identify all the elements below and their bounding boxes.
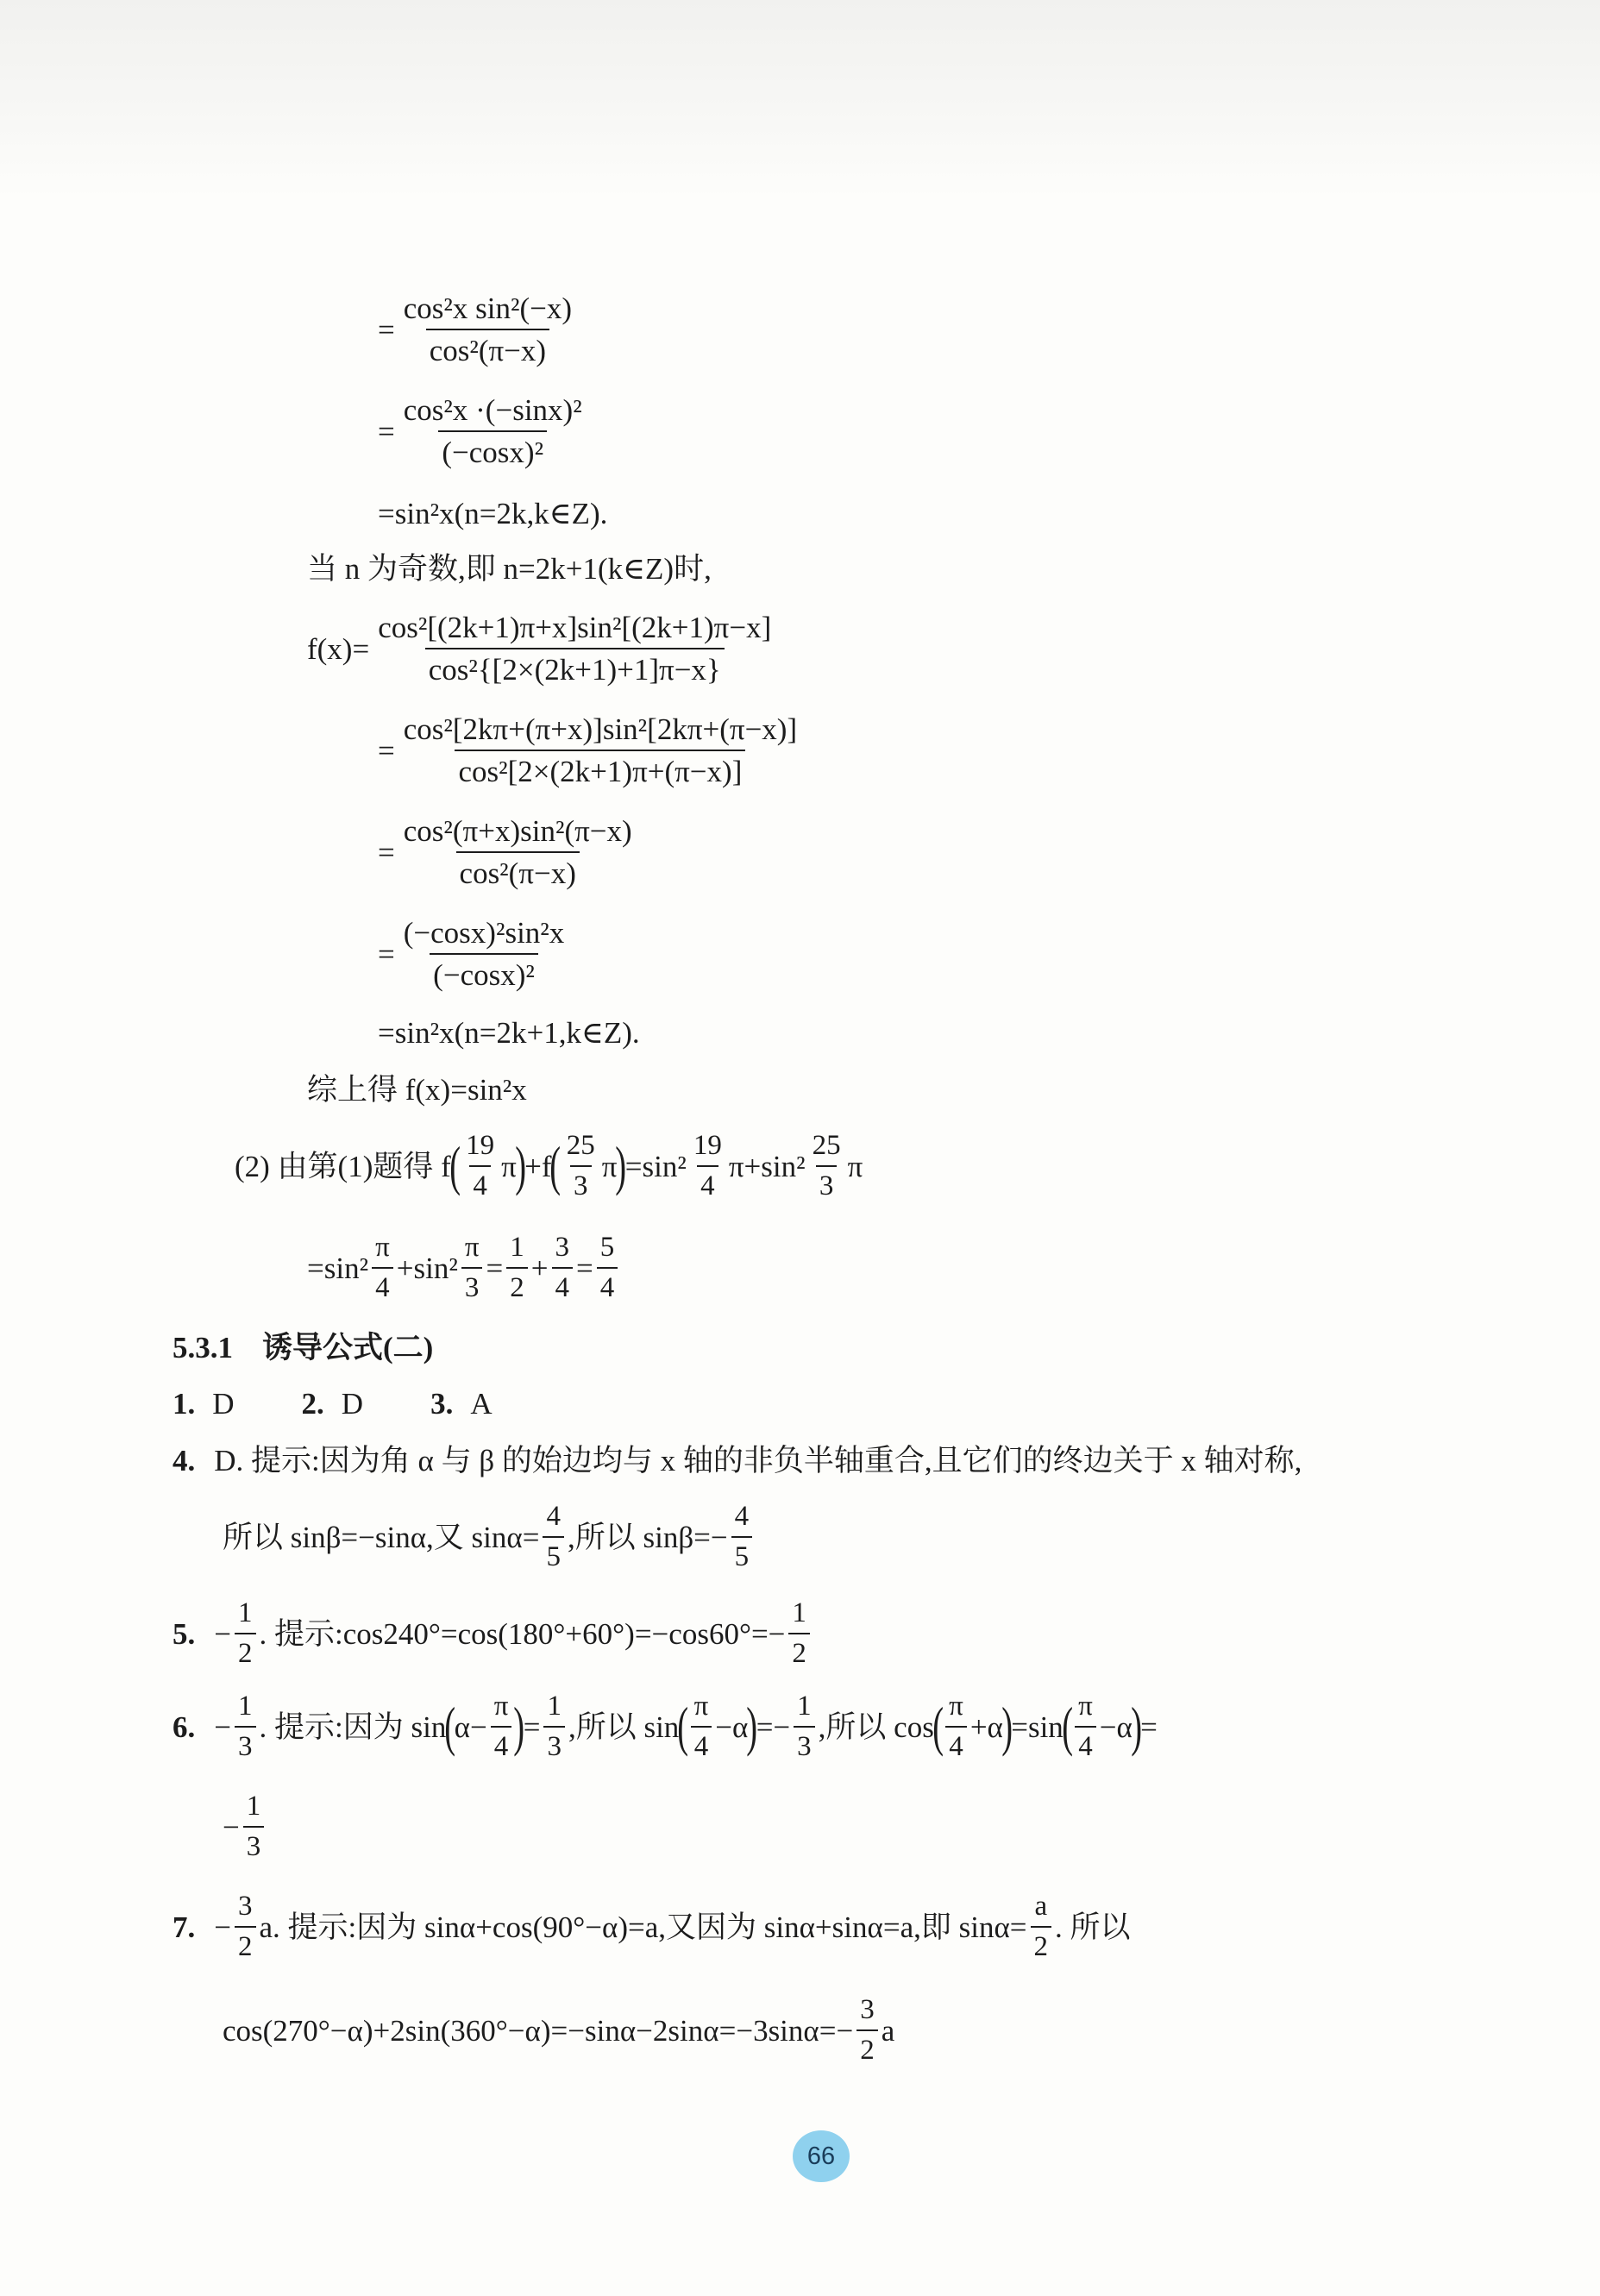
- answer-7-line1: 7. − $\frac{3}{2}$ a. 提示:因为 sinα+cos(90°−α)=a,又因为 sinα+sinα=a,即 sinα= $\frac{a}{2}$ . 所以: [173, 1891, 1131, 1962]
- formula-line-1: = $\frac{\text{cos²x sin²(−x)}}{\text{cos²(π−x)}}$: [378, 292, 573, 367]
- formula-line-5: = $\frac{\text{cos²(π+x)sin²(π−x)}}{\text{cos²(π−x)}}$: [378, 814, 632, 890]
- answer-4-line1: 4. D. 提示:因为角 α 与 β 的始边均与 x 轴的非负半轴重合,且它们的终边关于 x 轴对称,: [173, 1444, 1302, 1477]
- formula-line-2: = $\frac{\text{cos²x ·(−sinx)²}}{\text{(−cosx)²}}$: [378, 393, 582, 469]
- odd-case-intro: 当 n 为奇数,即 n=2k+1(k∈Z)时,: [307, 552, 712, 586]
- answer-5: 5. − $\frac{1}{2}$ . 提示:cos240°=cos(180°+60°)=−cos60°=− $\frac{1}{2}$: [173, 1599, 813, 1668]
- formula-line-3: f(x)= $\frac{\text{cos²[(2k+1)π+x]sin²[(2k+1)π−x]}}{\text{cos²\{[2×(2k+1)+1]π−x\}}}$: [307, 611, 772, 687]
- answer-6-line2: − $\frac{1}{3}$: [223, 1792, 267, 1861]
- answer-4-line2: 所以 sinβ=−sinα,又 sinα= $\frac{4}{5}$ ,所以 sinβ=− $\frac{4}{5}$: [223, 1502, 756, 1571]
- answers-1-3: 1. D 2. D 3. A: [173, 1387, 493, 1421]
- formula-line-6: = $\frac{\text{(−cosx)²sin²x}}{\text{(−cosx)²}}$: [378, 916, 565, 992]
- answer-7-line2: cos(270°−α)+2sin(360°−α)=−sinα−2sinα=−3sinα=− $\frac{3}{2}$ a: [223, 1994, 895, 2066]
- section-heading: 5.3.1 诱导公式(二): [173, 1331, 434, 1364]
- result-odd: =sin²x(n=2k+1,k∈Z).: [378, 1016, 640, 1050]
- result-even: =sin²x(n=2k,k∈Z).: [378, 497, 608, 530]
- summary: 综上得 f(x)=sin²x: [307, 1073, 527, 1107]
- page-number: 66: [806, 2142, 836, 2170]
- scan-top-shadow: [0, 0, 1600, 198]
- answer-6-line1: 6. − $\frac{1}{3}$ . 提示:因为 sin ( α− $\frac{\pi}{4}$ ) = $\frac{1}{3}$ ,所以 sin ( $\frac{\pi}{4}$ −α ) =− $\frac{1}{3}$ ,所以 cos ( $\frac{\pi}{4}$ +α ) =sin ( $\frac{\pi}{4}$ −α ) =: [173, 1691, 1158, 1762]
- part2-line2: =sin² $\frac{\pi}{4}$ +sin² $\frac{\pi}{3}$ = $\frac{1}{2}$ + $\frac{3}{4}$ = $\frac{5}{4}$: [307, 1233, 621, 1302]
- page-number-badge: [793, 2130, 850, 2182]
- part2-line1: (2) 由第(1)题得 f ( $\frac{19}{4}$ π ) +f ( $\frac{25}{3}$ π ) =sin² $\frac{19}{4}$ π+sin² $\frac{25}{3}$ π: [235, 1130, 863, 1201]
- formula-line-4: = $\frac{\text{cos²[2kπ+(π+x)]sin²[2kπ+(π−x)]}}{\text{cos²[2×(2k+1)π+(π−x)]}}$: [378, 712, 798, 788]
